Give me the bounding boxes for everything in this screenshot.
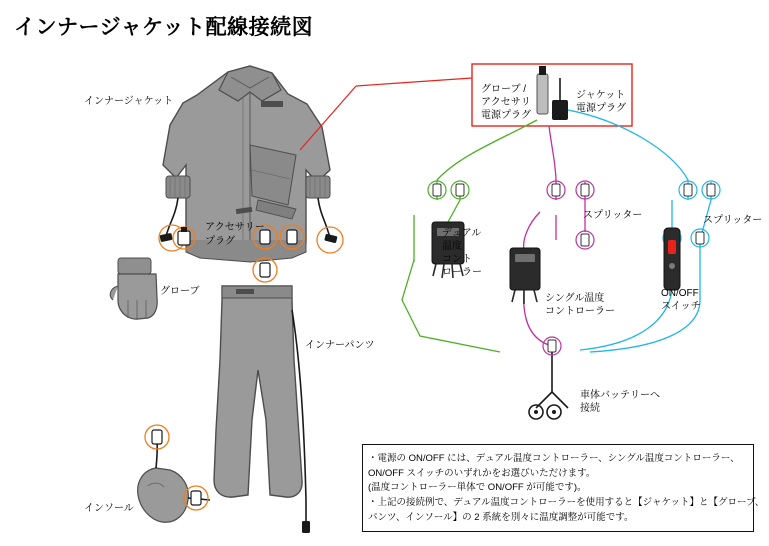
label-insole: インソール xyxy=(84,503,134,514)
label-glove: グローブ xyxy=(160,286,200,297)
label-onoff-switch-line2: スイッチ xyxy=(661,301,701,312)
battery-terminal xyxy=(529,405,561,419)
label-jacket-plug-line1: ジャケット xyxy=(576,90,626,101)
label-dual-controller-line3: コント xyxy=(442,254,472,265)
label-battery-line1: 車体バッテリーへ xyxy=(580,390,660,401)
label-single-controller-line2: コントローラー xyxy=(545,306,615,317)
glove-illustration xyxy=(110,258,157,319)
label-onoff-switch-line1: ON/OFF xyxy=(661,288,699,299)
page-title: インナージャケット配線接続図 xyxy=(14,16,314,39)
onoff-switch-device xyxy=(664,228,680,290)
insole-illustration xyxy=(138,430,210,522)
note-line-3: (温度コントローラー単体で ON/OFF が可能です)。 xyxy=(368,482,587,494)
label-jacket-plug-line2: 電源プラグ xyxy=(576,103,626,114)
label-dual-controller-line4: ローラー xyxy=(442,267,482,278)
label-glove-acc-plug-line3: 電源プラグ xyxy=(481,110,531,121)
note-line-5: パンツ、インソール】の 2 系統を別々に温度調整が可能です。 xyxy=(368,511,634,523)
label-battery-line2: 接続 xyxy=(580,403,600,414)
label-dual-controller-line2: 温度 xyxy=(442,241,462,252)
note-line-4: ・上記の接続例で、デュアル温度コントローラーを使用すると【ジャケット】と【グローブ、 xyxy=(368,497,765,509)
label-accessory-plug-line1: アクセサリー xyxy=(205,222,265,233)
inner-pants-illustration xyxy=(214,286,310,533)
label-dual-controller-line1: デュアル xyxy=(442,228,482,239)
label-splitter-left: スプリッター xyxy=(583,210,643,221)
note-line-2: ON/OFF スイッチのいずれかをお選びいただけます。 xyxy=(368,467,596,479)
label-inner-pants: インナーパンツ xyxy=(305,340,375,351)
label-accessory-plug-line2: プラグ xyxy=(205,236,235,247)
label-glove-acc-plug-line1: グローブ / xyxy=(481,84,527,95)
single-temperature-controller-device xyxy=(510,248,540,304)
label-inner-jacket: インナージャケット xyxy=(84,96,174,107)
notes-text xyxy=(368,452,765,526)
label-splitter-right: スプリッター xyxy=(703,215,763,226)
label-single-controller-line1: シングル温度 xyxy=(545,293,605,304)
label-glove-acc-plug-line2: アクセサリ xyxy=(481,97,531,108)
note-line-1: ・電源の ON/OFF には、デュアル温度コントローラー、シングル温度コントローラー、 xyxy=(368,453,740,464)
